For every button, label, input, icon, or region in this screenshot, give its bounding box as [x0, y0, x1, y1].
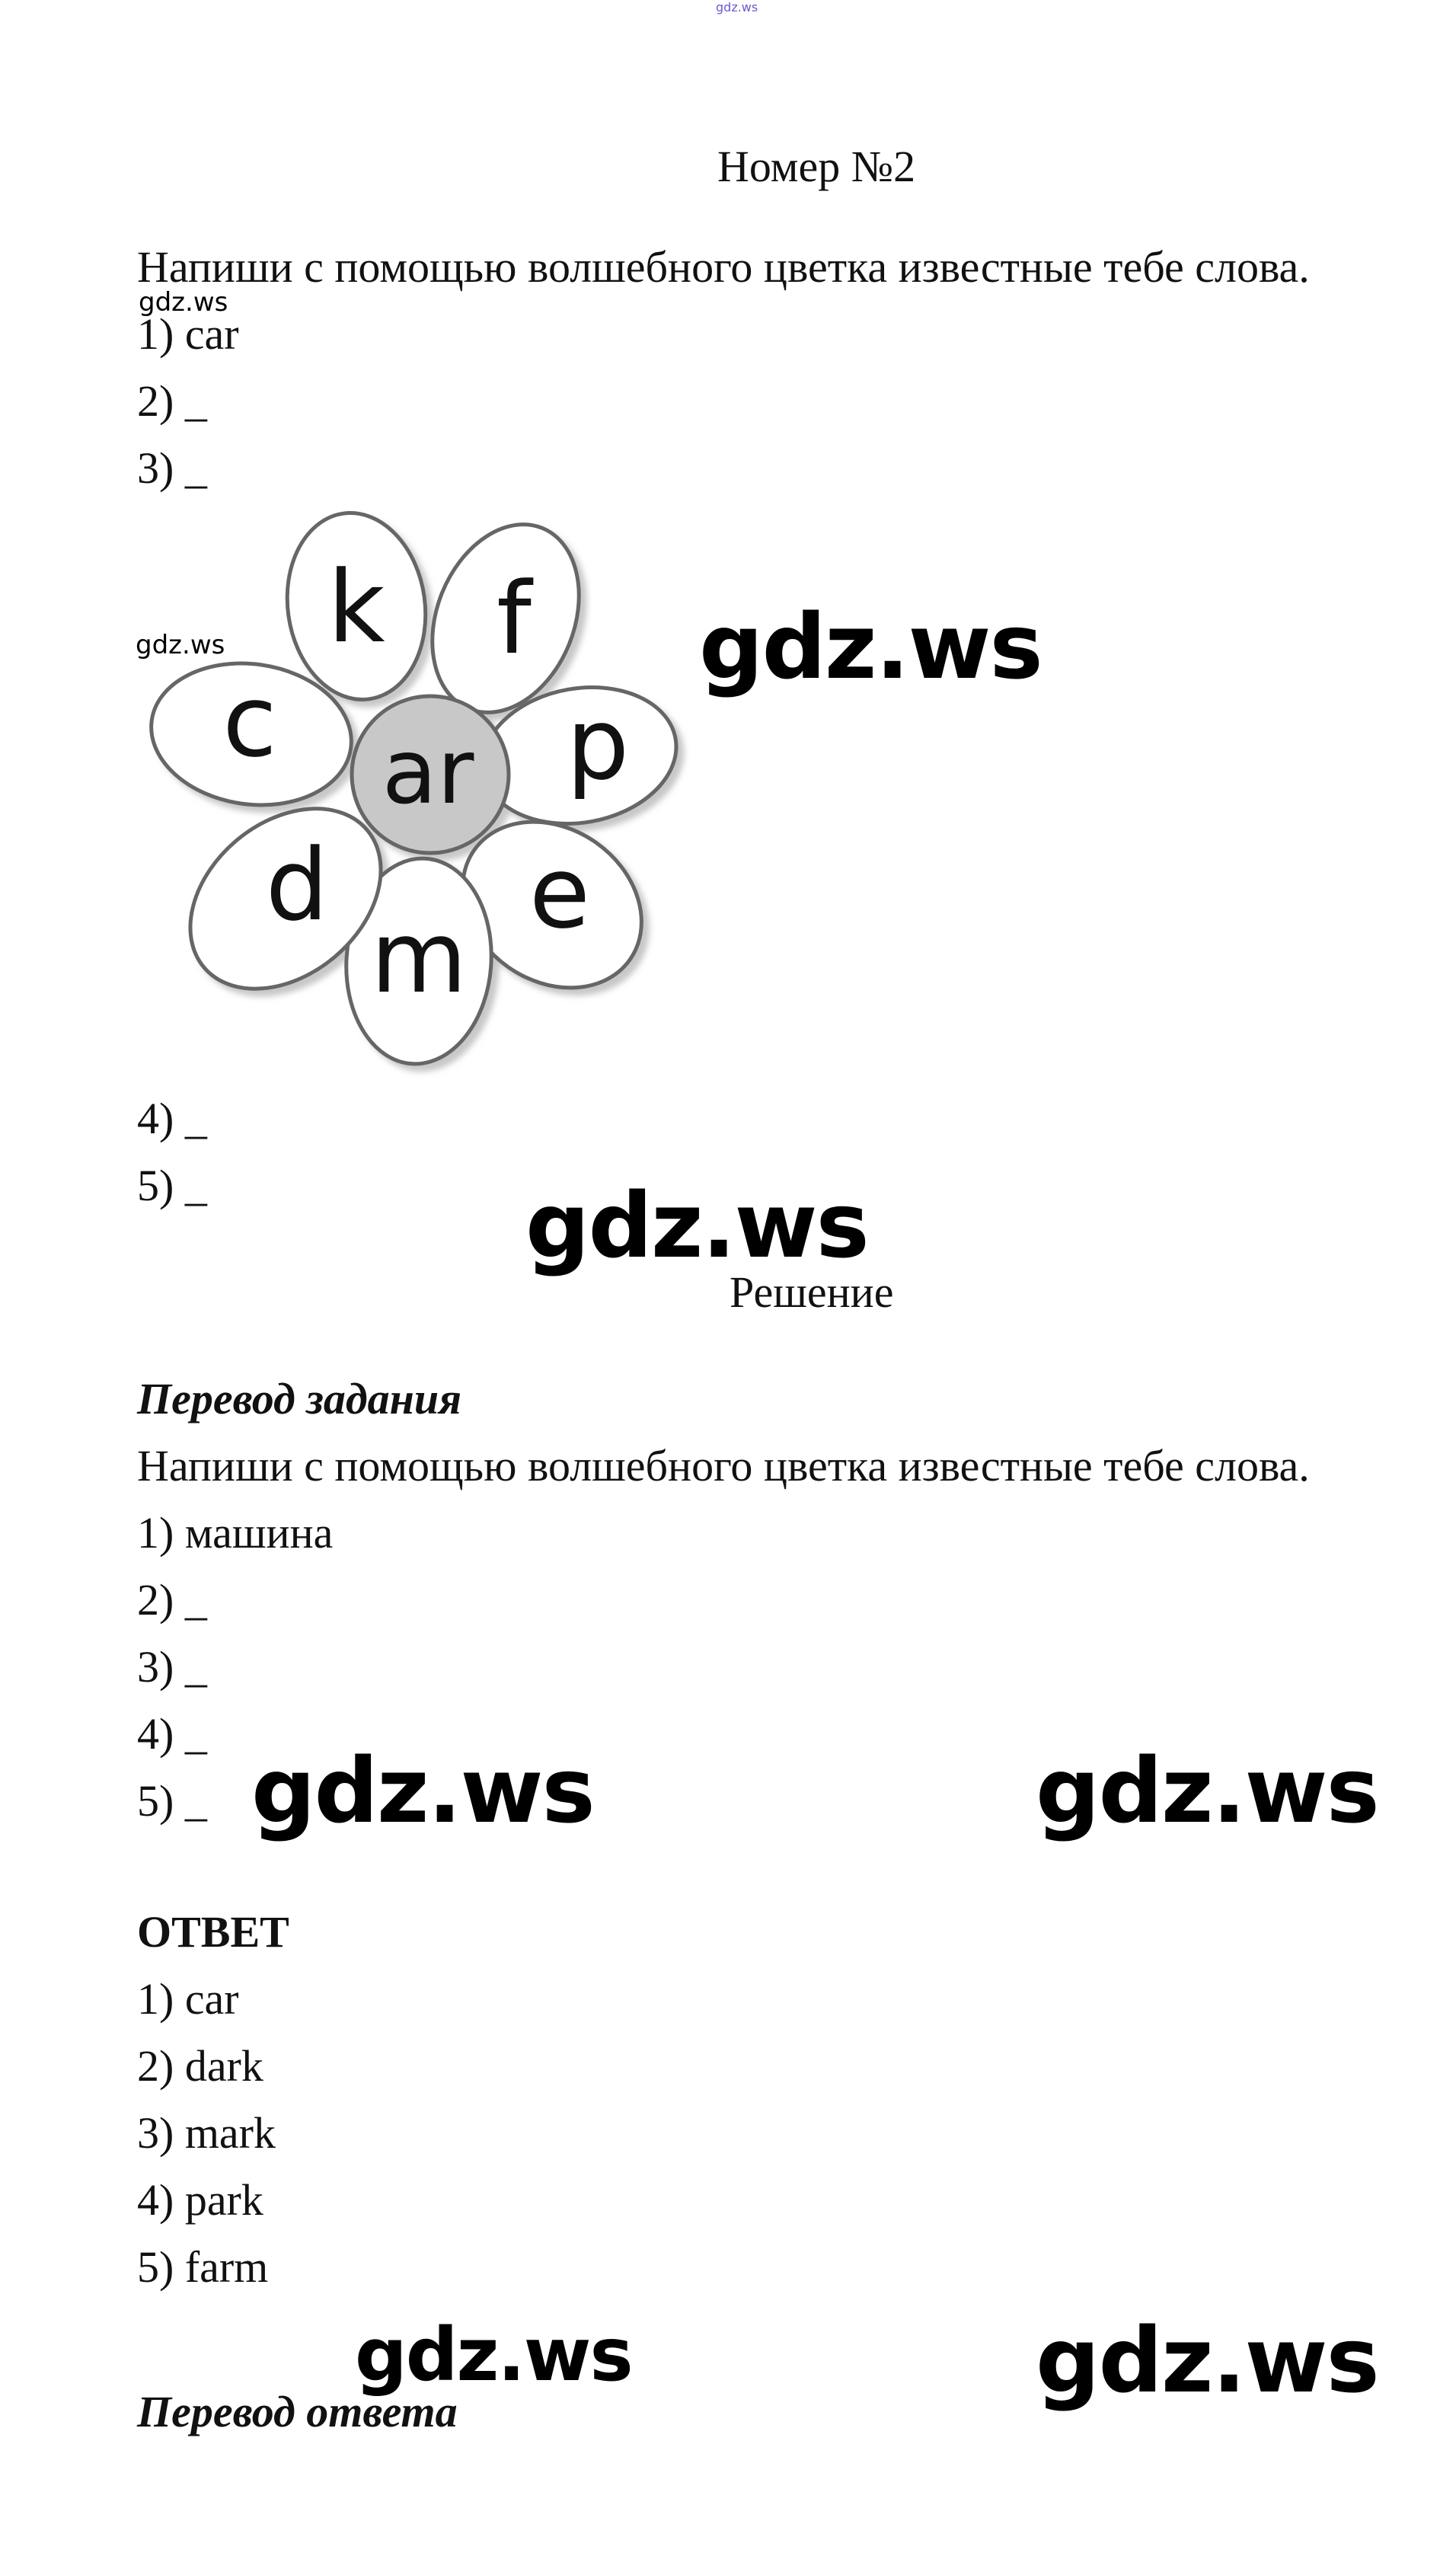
watermark-large: gdz.ws	[699, 594, 1042, 699]
task-instruction: Напиши с помощью волшебного цветка известные тебе слова.	[137, 242, 1310, 292]
petal-letter: e	[529, 835, 590, 951]
answer-item: 4) park	[137, 2175, 263, 2225]
translation-heading: Перевод задания	[137, 1374, 461, 1423]
answer-translation-heading: Перевод ответа	[137, 2387, 458, 2436]
answer-item: 1) car	[137, 1974, 239, 2024]
translation-item: 5) _	[137, 1776, 207, 1826]
watermark-large: gdz.ws	[355, 2312, 632, 2398]
translation-item: 4) _	[137, 1709, 207, 1759]
translation-item: 3) _	[137, 1642, 207, 1692]
petal-letter: d	[265, 827, 329, 943]
petal-letter: p	[566, 686, 630, 802]
page-title: Номер №2	[717, 142, 916, 191]
petal-letter: f	[497, 561, 532, 676]
translation-item: 1) машина	[137, 1508, 334, 1558]
watermark-large: gdz.ws	[1036, 2308, 1378, 2413]
watermark-large: gdz.ws	[525, 1173, 868, 1278]
translation-item: 2) _	[137, 1575, 207, 1625]
petal-letter: c	[222, 663, 277, 779]
task-item: 5) _	[137, 1161, 207, 1210]
task-item: 4) _	[137, 1094, 207, 1143]
task-item: 3) _	[137, 443, 207, 493]
center-letters: ar	[382, 719, 474, 824]
magic-flower-illustration	[145, 504, 723, 1083]
top-watermark: gdz.ws	[716, 0, 758, 14]
task-item: 1) car	[137, 309, 239, 359]
petal-letter: k	[327, 549, 385, 665]
petal-letter: m	[370, 899, 468, 1015]
translation-instruction: Напиши с помощью волшебного цветка известные тебе слова.	[137, 1441, 1310, 1490]
watermark-large: gdz.ws	[251, 1738, 594, 1843]
answer-heading: ОТВЕТ	[137, 1907, 289, 1957]
watermark-small: gdz.ws	[136, 630, 225, 660]
answer-item: 2) dark	[137, 2041, 263, 2091]
watermark-large: gdz.ws	[1036, 1738, 1378, 1843]
answer-item: 5) farm	[137, 2242, 269, 2292]
task-item: 2) _	[137, 376, 207, 426]
answer-item: 3) mark	[137, 2108, 276, 2158]
solution-heading: Решение	[730, 1267, 894, 1317]
watermark-small: gdz.ws	[139, 287, 228, 318]
